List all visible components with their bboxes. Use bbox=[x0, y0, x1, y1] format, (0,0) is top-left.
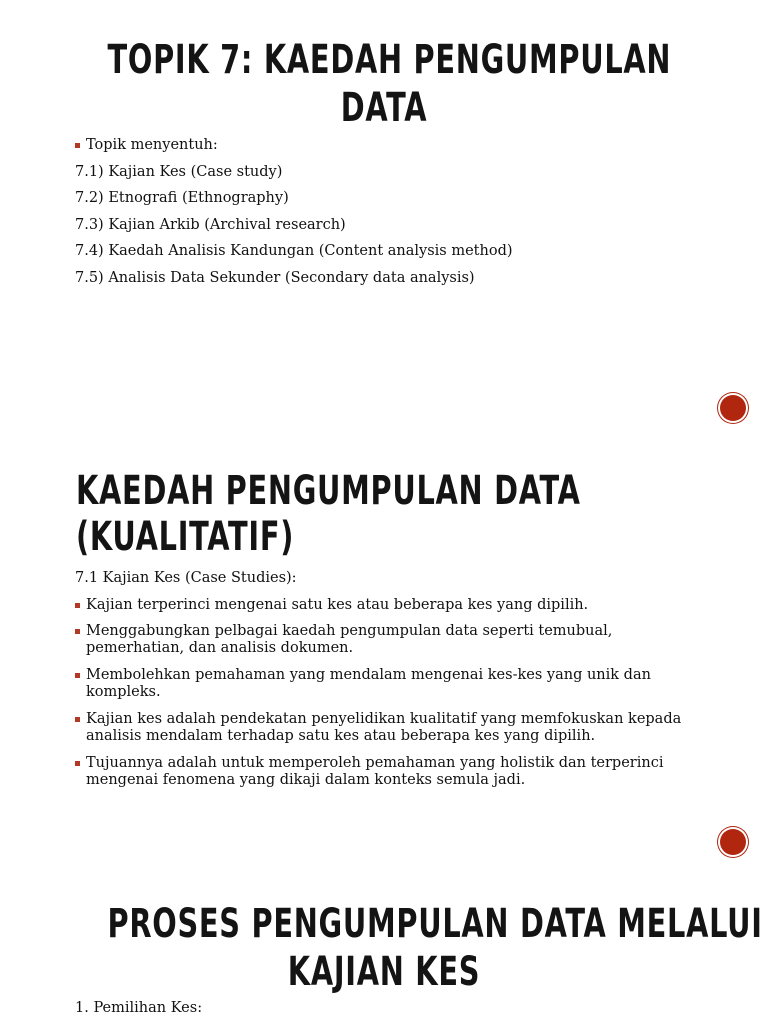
bullet-item: Tujuannya adalah untuk memperoleh pemahaman yang holistik dan terperinci mengenai fenomena yang dikaji dalam konteks semula jadi. bbox=[75, 755, 705, 799]
slide-1-title-line-2: DATA bbox=[340, 85, 428, 131]
bullet-item: Topik menyentuh: bbox=[75, 137, 705, 164]
bullet-item: Kajian kes adalah pendekatan penyelidikan kualitatif yang memfokuskan kepada analisis mendalam terhadap satu kes atau beberapa kes yang dipilih. bbox=[75, 711, 705, 755]
slide-3-content bbox=[75, 1000, 705, 1017]
slide-1-title-line-1: TOPIK 7: KAEDAH PENGUMPULAN bbox=[107, 37, 672, 83]
slide-2-title-line-1: KAEDAH PENGUMPULAN DATA bbox=[76, 468, 581, 514]
circle-icon[interactable] bbox=[720, 829, 746, 855]
circle-icon[interactable] bbox=[720, 395, 746, 421]
slide-3-title-line-2: KAJIAN KES bbox=[287, 949, 481, 995]
slide-1-content bbox=[75, 137, 705, 296]
topic-item: 7.2) Etnografi (Ethnography) bbox=[75, 190, 289, 206]
slide-3-title-line-1: PROSES PENGUMPULAN DATA MELALUI bbox=[107, 901, 763, 947]
topic-item: 7.4) Kaedah Analisis Kandungan (Content analysis method) bbox=[75, 243, 513, 259]
topic-item: 7.1) Kajian Kes (Case study) bbox=[75, 164, 283, 180]
bullet-item: Membolehkan pemahaman yang mendalam mengenai kes-kes yang unik dan kompleks. bbox=[75, 667, 705, 711]
subheading: 7.1 Kajian Kes (Case Studies): bbox=[75, 570, 297, 586]
topic-item: 7.3) Kajian Arkib (Archival research) bbox=[75, 217, 346, 233]
topic-item: 7.5) Analisis Data Sekunder (Secondary data analysis) bbox=[75, 270, 475, 286]
slide-3 bbox=[0, 870, 768, 1024]
slide-1 bbox=[0, 0, 768, 435]
list-item: 1. Pemilihan Kes: bbox=[75, 1000, 203, 1016]
slide-2-content bbox=[75, 570, 705, 799]
bullet-item: Menggabungkan pelbagai kaedah pengumpulan data seperti temubual, pemerhatian, dan analisis dokumen. bbox=[75, 623, 705, 667]
slide-2 bbox=[0, 435, 768, 870]
bullet-item: Kajian terperinci mengenai satu kes atau beberapa kes yang dipilih. bbox=[75, 597, 705, 623]
slide-2-title-line-2: (KUALITATIF) bbox=[76, 514, 295, 560]
